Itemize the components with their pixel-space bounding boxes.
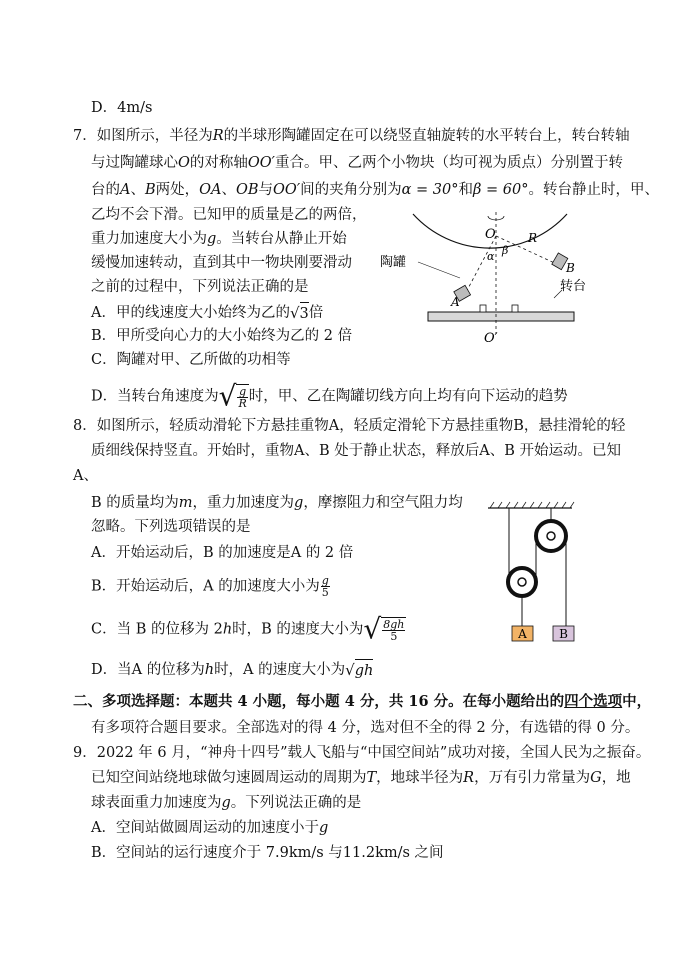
- q7-option-d: D．当转台角速度为√ $\frac{g}{R}$ 时，甲、乙在陶罐切线方向上均有向下运动的趋势: [91, 379, 568, 413]
- q9-stem-line-3: 球表面重力加速度为g。下列说法正确的是: [91, 795, 362, 811]
- q9-option-a: A．空间站做圆周运动的加速度小于g: [91, 820, 329, 836]
- q9-stem-line-2: 已知空间站绕地球做匀速圆周运动的周期为T，地球半径为R，万有引力常量为G，地: [91, 770, 631, 786]
- q7-stem-line-3: 台的A、B两处，OA、OB与OO′间的夹角分别为α = 30°和β = 60°。转台静止时，甲、: [91, 182, 659, 198]
- q8-stem-line-1: 8．如图所示，轻质动滑轮下方悬挂重物A，轻质定滑轮下方悬挂重物B，悬挂滑轮的轻: [73, 418, 626, 434]
- q8-stem-line-3: A、: [73, 468, 98, 484]
- label-beta: β: [502, 244, 509, 257]
- sqrt-symbol: √3: [289, 304, 309, 322]
- q6-option-d: D．4m/s: [91, 100, 153, 116]
- q7-stem-line-7: 之前的过程中，下列说法正确的是: [91, 279, 309, 295]
- q7-stem-line-6: 缓慢加速转动，直到其中一物块刚要滑动: [91, 255, 352, 271]
- label-jar: 陶罐: [380, 255, 407, 270]
- q8-option-c: C．当 B 的位移为 2h时，B 的速度大小为√ $\frac{8gh}{5}$: [91, 612, 405, 646]
- sqrt-fraction: √ $\frac{8gh}{5}$: [363, 612, 405, 646]
- q8-option-a: A．开始运动后，B 的加速度是A 的 2 倍: [91, 545, 354, 561]
- weight-a-label: A: [518, 627, 527, 641]
- sqrt-fraction: √ $\frac{g}{R}$: [218, 379, 247, 413]
- q7-stem-line-5: 重力加速度大小为g。当转台从静止开始: [91, 231, 347, 247]
- label-r: R: [528, 231, 538, 245]
- q7-option-b: B．甲所受向心力的大小始终为乙的 2 倍: [91, 328, 353, 344]
- q7-option-a: A．甲的线速度大小始终为乙的√3倍: [91, 304, 324, 322]
- section2-header-line-2: 有多项符合题目要求。全部选对的得 4 分，选对但不全的得 2 分，有选错的得 0 分。: [91, 720, 640, 736]
- q7-stem-line-4: 乙均不会下滑。已知甲的质量是乙的两倍，: [91, 207, 367, 223]
- q9-stem-line-1: 9．2022 年 6 月，“神舟十四号”载人飞船与“中国空间站”成功对接，全国人民为之振奋。: [73, 745, 651, 761]
- q8-option-b: B．开始运动后，A 的加速度大小为 $\frac{g}{5}$: [91, 574, 329, 599]
- q7-jar-figure: [378, 208, 587, 348]
- q7-stem-line-2: 与过陶罐球心O的对称轴OO′重合。甲、乙两个小物块（均可视为质点）分别置于转: [91, 155, 623, 171]
- label-alpha: α: [487, 250, 495, 263]
- section2-header-line-1: 二、多项选择题：本题共 4 小题，每小题 4 分，共 16 分。在每小题给出的四个选项中，: [73, 693, 652, 710]
- label-o: O: [485, 227, 496, 242]
- label-a: A: [451, 295, 460, 309]
- q8-pulley-figure: [486, 500, 576, 644]
- q8-stem-line-4: B 的质量均为m，重力加速度为g，摩擦阻力和空气阻力均: [91, 495, 463, 511]
- q8-stem-line-5: 忽略。下列选项错误的是: [91, 519, 251, 535]
- q9-option-b: B．空间站的运行速度介于 7.9km/s 与11.2km/s 之间: [91, 845, 444, 861]
- label-turntable: 转台: [560, 279, 587, 294]
- label-b: B: [566, 261, 575, 275]
- q7-option-c: C．陶罐对甲、乙所做的功相等: [91, 352, 291, 368]
- q8-stem-line-2: 质细线保持竖直。开始时，重物A、B 处于静止状态，释放后A、B 开始运动。已知: [91, 443, 621, 459]
- label-o-prime: O′: [484, 331, 498, 346]
- turntable: [428, 312, 574, 321]
- weight-b-label: B: [559, 627, 568, 641]
- sqrt-symbol: √gh: [345, 661, 374, 679]
- q8-option-d: D．当A 的位移为h时，A 的速度大小为√gh: [91, 661, 374, 679]
- q7-stem-line-1: 7．如图所示，半径为R的半球形陶罐固定在可以绕竖直轴旋转的水平转台上，转台转轴: [73, 128, 630, 144]
